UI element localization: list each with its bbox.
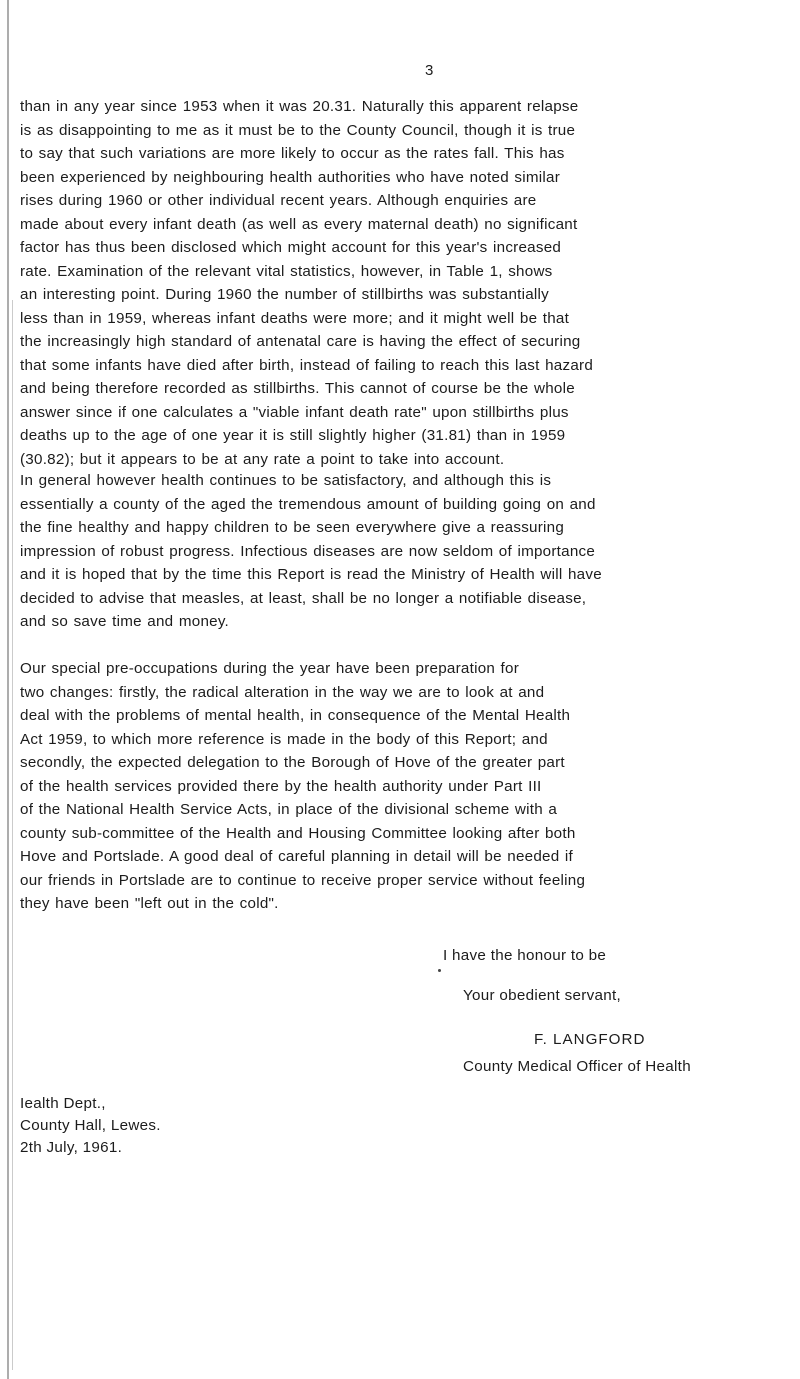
paragraph-infant-mortality: than in any year since 1953 when it was 20.31. Naturally this apparent relapse is as disappointing to me as it must be to the County Council, though it is true to say that such variations are more likely to occur as the rates fall. This has been experienced by neighbouring health authorities who have noted similar rises during 1960 or other individual recent years. Although enquiries are made about every infant death (as well as every maternal death) no significant factor has thus been disclosed which might account for this year's increased rate. Examination of the relevant vital statistics, however, in Table 1, shows an interesting point. During 1960 the number of stillbirths was substantially less than in 1959, whereas infant deaths were more; and it might well be that the increasingly high standard of antenatal care is having the effect of securing that some infants have died after birth, instead of failing to reach this last hazard and being therefore recorded as stillbirths. This cannot of course be the whole answer since if one calculates a "viable infant death rate" upon stillbirths plus deaths up to the age of one year it is still slightly higher (31.81) than in 1959 (30.82); but it appears to be at any rate a point to take into account. [20,98,594,468]
paragraph-general-health: In general however health continues to be satisfactory, and although this is essentially a county of the aged the tremendous amount of building going on and the fine healthy and happy children to be seen everywhere give a reassuring impression of robust progress. Infectious diseases are now seldom of importance and it is hoped that by the time this Report is read the Ministry of Health will have decided to advise that measles, at least, shall be no longer a notifiable disease, and so save time and money. [20,472,602,630]
obedient-servant-line: Your obedient servant, [463,987,622,1004]
scan-margin-edge [7,0,9,1379]
scan-margin-shadow [12,300,13,1370]
page-number: 3 [425,62,434,79]
closing-line: I have the honour to be [443,947,607,964]
signatory-title: County Medical Officer of Health [463,1058,691,1075]
signatory-name: F. LANGFORD [534,1031,646,1048]
paragraph-special-preoccupations: Our special pre-occupations during the year have been preparation for two changes: firstly, the radical alteration in the way we are to look at and deal with the problems of mental health, in consequence of the Mental Health Act 1959, to which more reference is made in the body of this Report; and secondly, the expected delegation to the Borough of Hove of the greater part of the health services provided there by the health authority under Part III of the National Health Service Acts, in place of the divisional scheme with a county sub-committee of the Health and Housing Committee looking after both Hove and Portslade. A good deal of careful planning in detail will be needed if our friends in Portslade are to continue to receive proper service without feeling they have been "left out in the cold". [20,660,586,912]
scan-speck [438,969,441,972]
sender-address-block: Iealth Dept., County Hall, Lewes. 2th July, 1961. [20,1095,161,1156]
